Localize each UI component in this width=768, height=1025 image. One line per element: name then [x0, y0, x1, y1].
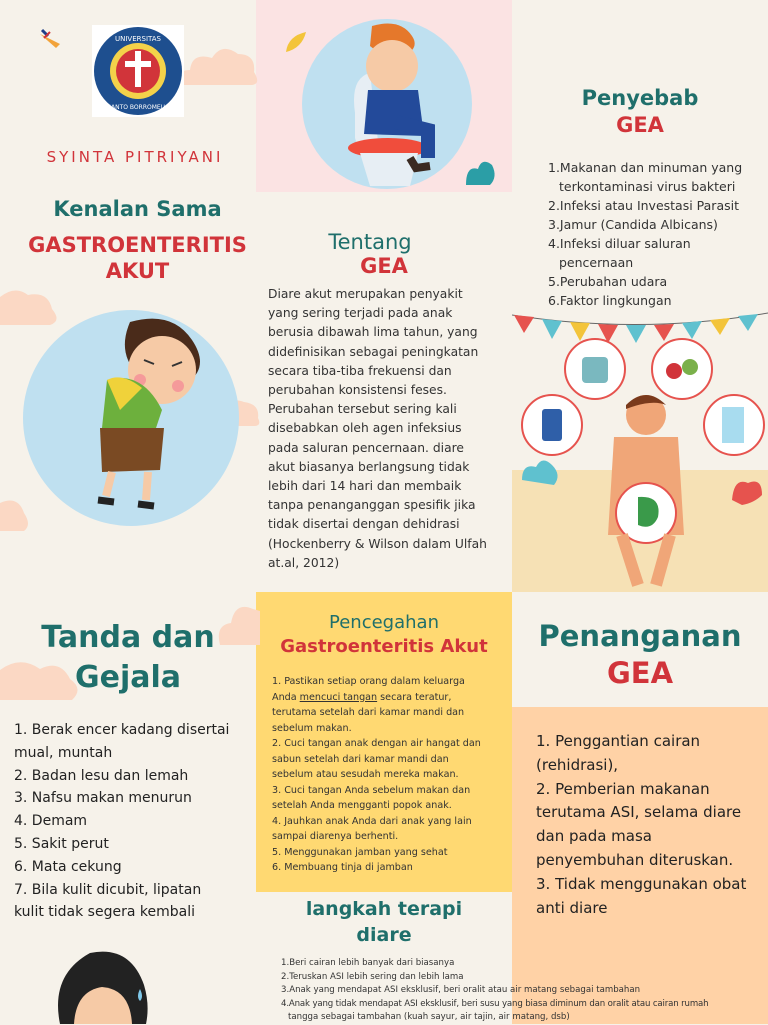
list-item: setelah Anda mengganti popok anak.: [272, 800, 452, 811]
list-item: sampai diarenya berhenti.: [272, 831, 399, 842]
list-item: 2. Badan lesu dan lemah: [14, 767, 189, 784]
list-item: terutama setelah dari kamar mandi dan: [272, 707, 465, 718]
list-item: penyembuhan diteruskan.: [536, 850, 734, 869]
list-item: 4.Anak yang tidak mendapat ASI eksklusif, beri susu yang biasa diminum dan oralit atau cairan rumah: [281, 998, 709, 1009]
penanganan-title-accent: GEA: [606, 656, 674, 690]
party-popper-icon: [38, 28, 64, 50]
university-logo: [92, 25, 184, 117]
list-item: 1. Pastikan setiap orang dalam keluarga: [272, 676, 465, 687]
causes-list: [548, 158, 763, 310]
list-item: sabun setelah dari kamar mandi dan: [272, 753, 449, 765]
list-item: terkontaminasi virus bakteri: [559, 179, 736, 194]
list-item: 1.Makanan dan minuman yang: [548, 160, 743, 175]
tanda-title-line2: Gejala: [74, 660, 182, 695]
list-item: kulit tidak segera kembali: [14, 904, 195, 921]
list-item: tangga sebagai tambahan (kuah sayur, air tajin, air matang, dsb): [288, 1012, 570, 1022]
pencegahan-title-accent: Gastroenteritis Akut: [280, 636, 488, 657]
list-item: terutama ASI, selama diare: [536, 803, 742, 822]
list-item: dan pada masa: [536, 827, 652, 846]
list-item: pencernaan: [559, 255, 634, 270]
list-item: 4. Jauhkan anak Anda dari anak yang lain: [272, 815, 472, 827]
causes-illustration: [512, 305, 768, 592]
list-item: 1.Beri cairan lebih banyak dari biasanya: [281, 958, 455, 968]
list-item: 3. Nafsu makan menurun: [14, 790, 192, 807]
list-item: (rehidrasi),: [536, 755, 619, 774]
list-item: 2.Infeksi atau Investasi Parasit: [548, 198, 739, 213]
penyebab-title-accent: GEA: [616, 113, 664, 137]
tentang-title: Tentang: [328, 230, 412, 254]
penyebab-title: Penyebab: [581, 86, 699, 110]
list-item: 2. Cuci tangan anak dengan air hangat dan: [272, 738, 481, 749]
list-item: 2.Teruskan ASI lebih sering dan lebih lama: [281, 971, 464, 982]
author-name: SYINTA PITRIYANI: [46, 148, 224, 166]
intro-title-line3: AKUT: [105, 259, 170, 283]
logo-text-bottom: SANTO BORROMEUS: [107, 104, 169, 111]
leaf-icon: [282, 28, 312, 58]
bunting-flags-icon: [514, 314, 758, 343]
list-item: anti diare: [536, 898, 608, 917]
list-item: 3.Jamur (Candida Albicans): [548, 217, 718, 232]
list-item: 1. Penggantian cairan: [536, 732, 701, 750]
tentang-title-accent: GEA: [360, 254, 408, 278]
symptoms-list: [14, 719, 256, 924]
therapy-list: [281, 957, 768, 1025]
list-item: mual, muntah: [14, 744, 113, 761]
list-item: sebelum makan.: [272, 722, 352, 734]
list-item: 6. Membuang tinja di jamban: [272, 862, 413, 873]
handwash-link: mencuci tangan: [299, 691, 378, 703]
list-item: 7. Bila kulit dicubit, lipatan: [14, 881, 202, 898]
list-item: 2. Pemberian makanan: [536, 779, 710, 798]
terapi-title-line2: diare: [356, 924, 412, 946]
bubble-plant-icon: [460, 155, 500, 190]
list-item: 4. Demam: [14, 813, 88, 830]
list-item: 3. Tidak menggunakan obat: [536, 874, 747, 893]
list-item: 1. Berak encer kadang disertai: [14, 722, 230, 738]
list-item: 6.Faktor lingkungan: [548, 293, 672, 308]
toilet-child-illustration: [300, 18, 480, 193]
list-item: 5.Perubahan udara: [548, 274, 668, 289]
list-item: 3.Anak yang mendapat ASI eksklusif, beri oralit atau air matang sebagai tambahan: [281, 985, 641, 995]
list-item: 6. Mata cekung: [14, 858, 122, 875]
list-item: Anda mencuci tangan secara teratur,: [272, 691, 452, 703]
penanganan-title: Penanganan: [538, 619, 742, 653]
university-seal-icon: [92, 25, 184, 117]
terapi-title: langkah terapi: [305, 898, 463, 920]
list-item: 3. Cuci tangan Anda sebelum makan dan: [272, 784, 471, 796]
list-item: 4.Infeksi diluar saluran: [548, 236, 691, 251]
crying-girl-illustration: [40, 945, 160, 1024]
intro-title-line2: GASTROENTERITIS: [28, 233, 247, 257]
pencegahan-title: Pencegahan: [329, 612, 439, 633]
logo-text-top: UNIVERSITAS: [115, 35, 161, 43]
treatment-list: [536, 730, 766, 920]
tanda-title: Tanda dan: [41, 620, 215, 655]
list-item: sebelum atau sesudah mereka makan.: [272, 769, 459, 780]
stomachache-child-illustration: [22, 300, 244, 540]
prevention-list: [272, 674, 507, 876]
tentang-paragraph: Diare akut merupakan penyakit yang sering terjadi pada anak berusia dibawah lima tahun, yang didefinisikan sebagai peningkatan secara tiba-tiba frekuensi dan perubahan konsistensi feses. Perubahan tersebut sering kali disebabkan oleh agen infeksius pada saluran pencernaan. diare akut biasanya berlangsung tidak lebih dari 14 hari dan membaik tanpa penanganggan spesifik jika tidak disertai dengan dehidrasi (Hockenberry & Wilson dalam Ulfah at.al, 2012): [268, 287, 487, 570]
list-item: 5. Sakit perut: [14, 835, 109, 852]
list-item: 5. Menggunakan jamban yang sehat: [272, 846, 448, 858]
intro-title-line1: Kenalan Sama: [53, 197, 222, 221]
